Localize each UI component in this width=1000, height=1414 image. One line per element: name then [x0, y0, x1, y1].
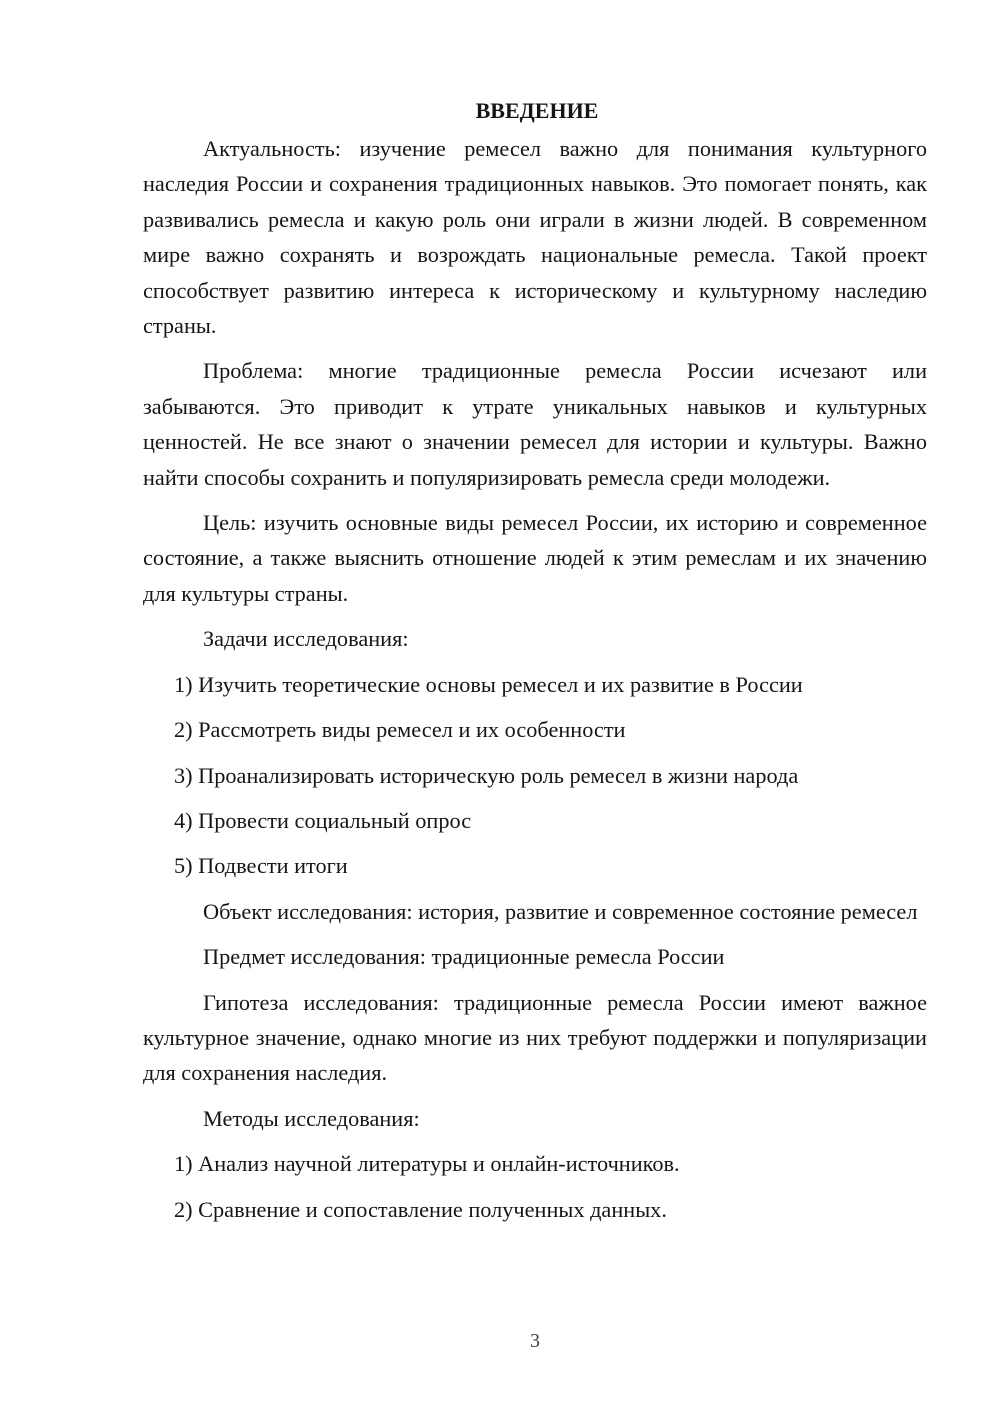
- task-item: 1) Изучить теоретические основы ремесел и их развитие в России: [174, 671, 803, 697]
- problem-paragraph: Проблема: многие традиционные ремесла России исчезают или забываются. Это приводит к утрате уникальных навыков и культурных ценностей. Не все знают о значении ремесел для истории и культуры. Важно найти способы сохранить и популяризировать ремесла среди молодежи.: [143, 358, 927, 490]
- object-paragraph: Объект исследования: история, развитие и современное состояние ремесел: [203, 898, 918, 924]
- task-item: 4) Провести социальный опрос: [174, 807, 472, 833]
- hypothesis-paragraph: Гипотеза исследования: традиционные ремесла России имеют важное культурное значение, однако многие из них требуют поддержки и популяризации для сохранения наследия.: [143, 989, 927, 1086]
- method-item: 1) Анализ научной литературы и онлайн-источников.: [174, 1151, 680, 1177]
- subject-line: Предмет исследования: традиционные ремесла России: [203, 944, 725, 970]
- task-item: 5) Подвести итоги: [174, 853, 348, 879]
- method-item: 2) Сравнение и сопоставление полученных данных.: [174, 1196, 667, 1222]
- relevance-paragraph: Актуальность: изучение ремесел важно для понимания культурного наследия России и сохранения традиционных навыков. Это помогает понять, как развивались ремесла и какую роль они играли в жизни людей. В современном мире важно сохранять и возрождать национальные ремесла. Такой проект способствует развитию интереса к историческому и культурному наследию страны.: [143, 136, 927, 339]
- document-title: ВВЕДЕНИЕ: [475, 98, 599, 123]
- tasks-heading: Задачи исследования:: [203, 626, 409, 652]
- methods-heading: Методы исследования:: [203, 1105, 420, 1131]
- task-item: 2) Рассмотреть виды ремесел и их особенности: [174, 717, 626, 743]
- goal-paragraph: Цель: изучить основные виды ремесел России, их историю и современное состояние, а также выяснить отношение людей к этим ремеслам и их значению для культуры страны.: [143, 510, 927, 606]
- task-item: 3) Проанализировать историческую роль ремесел в жизни народа: [174, 762, 799, 788]
- document-page: [143, 95, 927, 1237]
- page-number: 3: [530, 1330, 540, 1352]
